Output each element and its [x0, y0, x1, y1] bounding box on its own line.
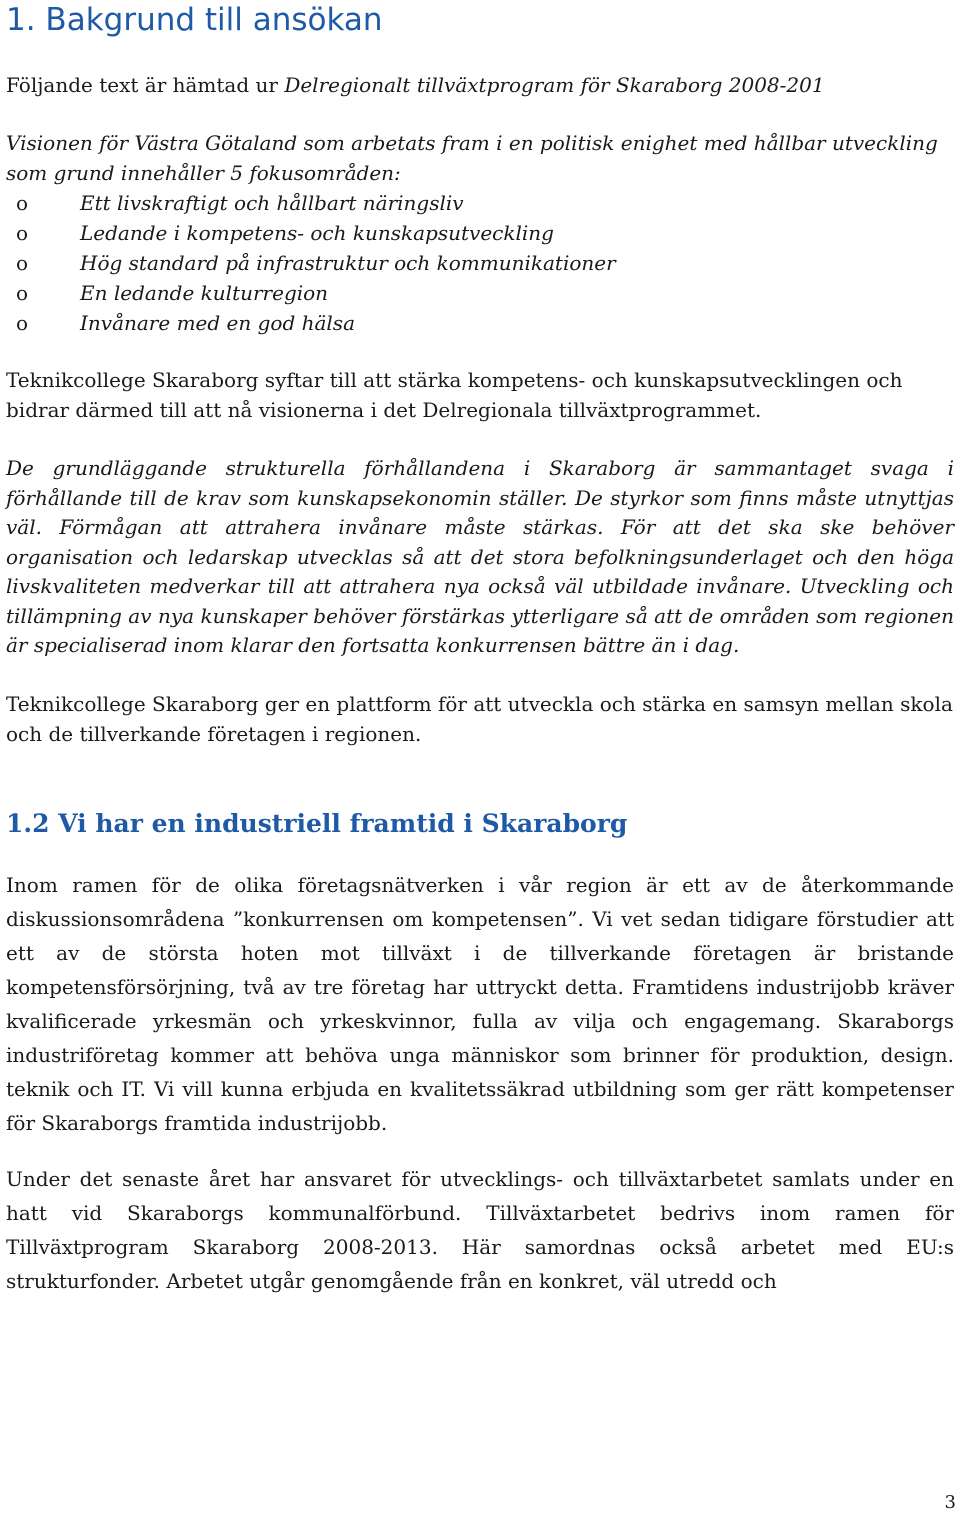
focus-area-item [6, 218, 616, 248]
list-bullet: o [16, 281, 29, 305]
paragraph-structural-text: De grundläggande strukturella förhållandena i Skaraborg är sammantaget svaga i förhållande till de krav som kunskapsekonomin ställer. De styrkor som finns måste utnyttjas väl. Förmågan att attrahera invånare måste stärkas. För att det ska ske behöver organisation och ledarskap utvecklas så att det stora befolkningsunderlaget och den höga livskvaliteten medverkar till att attrahera nya också väl utbildade invånare. Utveckling och tillämpning av nya kunskaper behöver förstärkas ytterligare så att de områden som regionen är specialiserad inom klarar den fortsatta konkurrensen bättre än i dag. [6, 456, 954, 657]
focus-area-item [6, 278, 616, 308]
vision-paragraph: Visionen för Västra Götaland som arbetats fram i en politisk enighet med hållbar utveckling som grund innehåller 5 fokusområden: [6, 131, 938, 185]
intro-source: Delregionalt tillväxtprogram för Skaraborg 2008-201 [284, 73, 825, 97]
focus-area-label: Ledande i kompetens- och kunskapsutveckling [80, 221, 554, 245]
focus-area-label: Hög standard på infrastruktur och kommunikationer [80, 251, 616, 275]
page-number: 3 [944, 1492, 956, 1513]
intro-lead: Följande text är hämtad ur [6, 73, 285, 97]
focus-area-item [6, 188, 616, 218]
section-heading: 1. Bakgrund till ansökan [6, 2, 383, 38]
paragraph-structural-conditions [6, 454, 954, 661]
list-bullet: o [16, 221, 29, 245]
subsection-heading: 1.2 Vi har en industriell framtid i Skaraborg [6, 809, 628, 838]
focus-area-label: En ledande kulturregion [80, 281, 329, 305]
paragraph-platform: Teknikcollege Skaraborg ger en plattform för att utveckla och stärka en samsyn mellan skola och de tillverkande företagen i regionen. [6, 692, 953, 746]
focus-area-label: Ett livskraftigt och hållbart näringsliv [80, 191, 464, 215]
intro-line [6, 70, 825, 100]
list-bullet: o [16, 251, 29, 275]
paragraph-teknikcollege-purpose: Teknikcollege Skaraborg syftar till att stärka kompetens- och kunskapsutvecklingen och bidrar därmed till att nå visionerna i det Delregionala tillväxtprogrammet. [6, 368, 903, 422]
focus-area-item [6, 308, 616, 338]
focus-area-list [6, 188, 616, 338]
paragraph-growth-work: Under det senaste året har ansvaret för utvecklings- och tillväxtarbetet samlats under en hatt vid Skaraborgs kommunalförbund. Tillväxtarbetet bedrivs inom ramen för Tillväxtprogram Skaraborg 2008-2013. Här samordnas också arbetet med EU:s strukturfonder. Arbetet utgår genomgående från en konkret, väl utredd och [6, 1167, 954, 1293]
list-bullet: o [16, 311, 29, 335]
focus-area-label: Invånare med en god hälsa [80, 311, 355, 335]
list-bullet: o [16, 191, 29, 215]
paragraph-competence: Inom ramen för de olika företagsnätverken i vår region är ett av de återkommande diskussionsområdena ”konkurrensen om kompetensen”. Vi vet sedan tidigare förstudier att ett av de största hoten mot tillväxt i de tillverkande företagen är bristande kompetensförsörjning, två av tre företag har uttryckt detta. Framtidens industrijobb kräver kvalificerade yrkesmän och yrkeskvinnor, fulla av vilja och engagemang. Skaraborgs industriföretag kommer att behöva unga människor som brinner för produktion, design. teknik och IT. Vi vill kunna erbjuda en kvalitetssäkrad utbildning som ger rätt kompetenser för Skaraborgs framtida industrijobb. [6, 873, 954, 1135]
focus-area-item [6, 248, 616, 278]
